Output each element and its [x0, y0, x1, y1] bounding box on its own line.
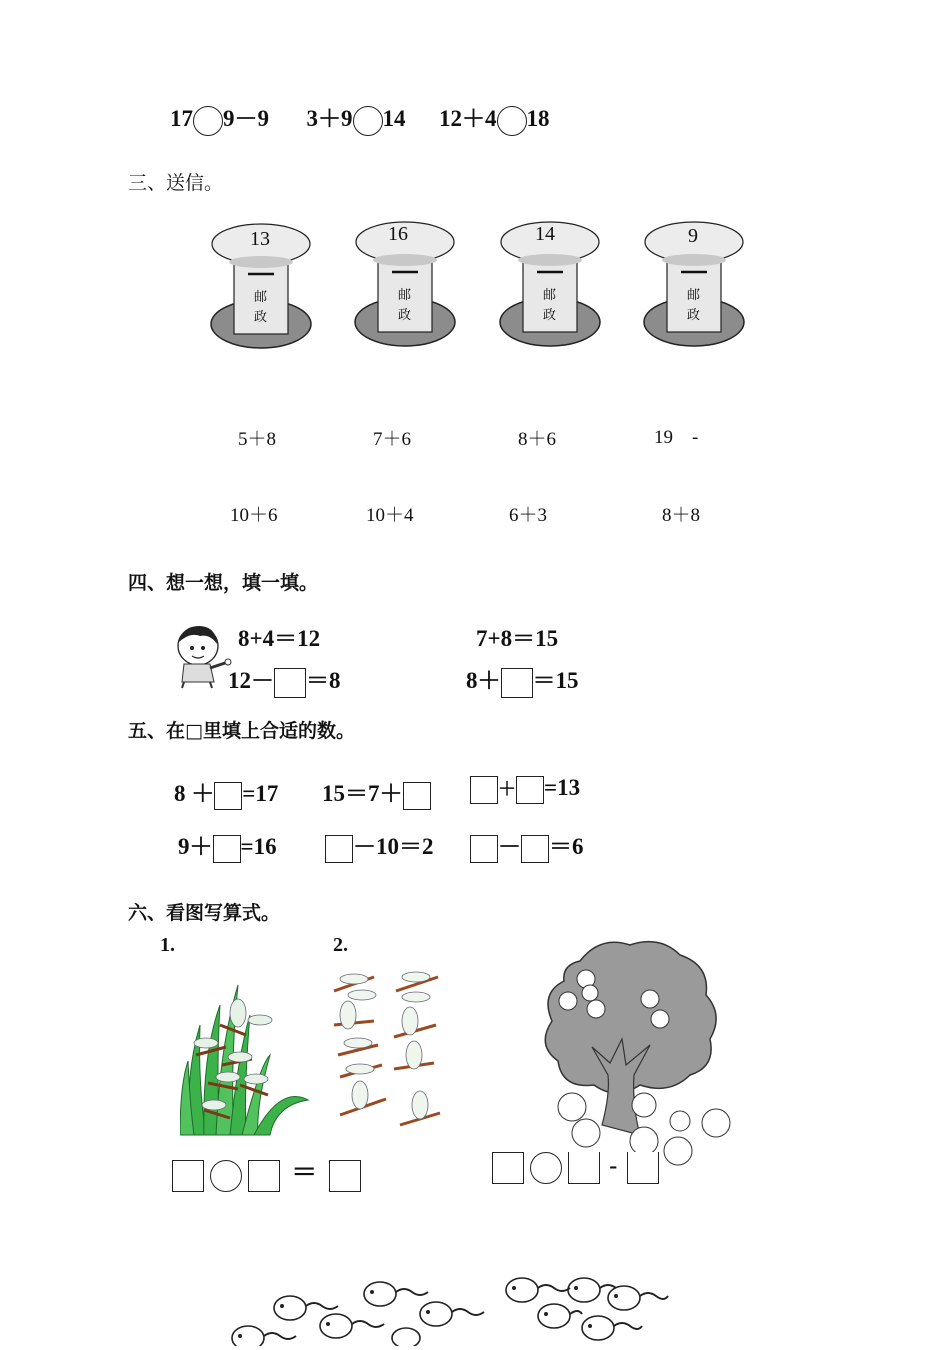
answer-box[interactable] — [516, 776, 544, 804]
answer-box[interactable] — [470, 776, 498, 804]
grass-icon — [180, 965, 310, 1137]
answer-box[interactable] — [501, 668, 533, 698]
mailbox-1 — [210, 222, 312, 350]
mailbox-number: 9 — [688, 225, 698, 247]
s5-text: － — [498, 834, 521, 859]
operator-circle[interactable] — [210, 1160, 242, 1192]
s5-r1c2 — [322, 775, 431, 810]
letter-8-plus-6[interactable]: 8＋6 — [518, 429, 557, 450]
compare-left-3: 12＋4 — [439, 106, 497, 131]
answer-box[interactable] — [403, 782, 431, 810]
dragonfly-icon — [330, 965, 448, 1137]
answer-box[interactable] — [627, 1152, 659, 1184]
letter-10-plus-6[interactable]: 10＋6 — [230, 505, 278, 526]
s5-text: ＋ — [498, 779, 516, 799]
s4-left-bottom-b: ＝8 — [306, 668, 341, 693]
compare-row — [170, 100, 550, 136]
operator-circle[interactable] — [530, 1152, 562, 1184]
mailbox-2 — [354, 220, 456, 348]
s5-r2c3 — [470, 828, 584, 863]
dragonfly-group-picture — [330, 965, 448, 1141]
mailbox-4 — [643, 220, 745, 348]
section5-title: 五、在□里填上合适的数。 — [128, 720, 355, 742]
s5-text: =13 — [544, 775, 581, 800]
compare-left-1: 17 — [170, 106, 193, 131]
s5-r2c2 — [325, 828, 434, 863]
answer-box[interactable] — [325, 835, 353, 863]
grass-dragonfly-picture — [180, 965, 310, 1141]
mailbox-char2: 政 — [254, 310, 268, 325]
letter-19-minus[interactable]: 19 - — [654, 427, 699, 448]
answer-box[interactable] — [568, 1152, 600, 1184]
minus-sign: - — [609, 1153, 618, 1180]
compare-circle-2[interactable] — [353, 106, 383, 136]
equals-sign: ＝ — [291, 1158, 318, 1187]
s5-text: =16 — [240, 834, 277, 859]
answer-box[interactable] — [274, 668, 306, 698]
s6-eq2 — [492, 1152, 659, 1184]
letter-6-plus-3[interactable]: 6＋3 — [509, 505, 548, 526]
s5-text: 9＋ — [178, 834, 213, 859]
compare-circle-3[interactable] — [497, 106, 527, 136]
tadpoles-right — [504, 1272, 674, 1350]
letter-7-plus-6[interactable]: 7＋6 — [373, 429, 412, 450]
label-2: 2. — [333, 934, 348, 956]
label-1: 1. — [160, 934, 175, 956]
compare-right-2: 14 — [382, 106, 406, 131]
tree-icon — [540, 935, 736, 1167]
compare-right-1: 9－9 — [223, 106, 269, 131]
answer-box[interactable] — [214, 782, 242, 810]
letter-5-plus-8[interactable]: 5＋8 — [238, 429, 277, 450]
mailbox-3 — [499, 220, 601, 348]
answer-box[interactable] — [329, 1160, 361, 1192]
s4-right-bottom — [466, 662, 579, 698]
mailbox-number: 13 — [250, 228, 270, 250]
s5-r1c1 — [174, 775, 278, 810]
boy-icon — [170, 622, 232, 690]
answer-box[interactable] — [492, 1152, 524, 1184]
s5-text: 15＝7＋ — [322, 781, 403, 806]
s5-text: =17 — [242, 781, 279, 806]
answer-box[interactable] — [172, 1160, 204, 1192]
section4-title: 四、想一想，填一填。 — [128, 572, 319, 594]
answer-box[interactable] — [213, 835, 241, 863]
mailbox-char2: 政 — [398, 308, 412, 323]
compare-right-3: 18 — [526, 106, 550, 131]
section6-title: 六、看图写算式。 — [128, 902, 281, 924]
s5-text: 8 ＋ — [174, 781, 215, 806]
s4-right-top: 7+8＝15 — [476, 626, 559, 651]
mailbox-char2: 政 — [687, 308, 701, 323]
section3-title: 三、送信。 — [128, 172, 224, 194]
mailbox-char1: 邮 — [687, 288, 701, 303]
compare-left-2: 3＋9 — [306, 106, 353, 131]
s5-r1c3 — [470, 775, 580, 804]
mailbox-char2: 政 — [543, 308, 557, 323]
s5-text: －10＝2 — [353, 834, 434, 859]
apple-tree-picture — [540, 935, 736, 1171]
mailbox-number: 16 — [388, 223, 408, 245]
answer-box[interactable] — [470, 835, 498, 863]
s4-left-bottom-a: 12－ — [228, 668, 274, 693]
s4-right-bottom-a: 8＋ — [466, 668, 501, 693]
s5-r2c1 — [178, 828, 277, 863]
answer-box[interactable] — [521, 835, 549, 863]
letter-10-plus-4[interactable]: 10＋4 — [366, 505, 414, 526]
boy-figure — [170, 622, 232, 694]
mailbox-char1: 邮 — [254, 290, 268, 305]
s5-text: ＝6 — [549, 834, 584, 859]
s4-left-top: 8+4＝12 — [238, 626, 321, 651]
s4-right-bottom-b: ＝15 — [532, 668, 579, 693]
letter-8-plus-8[interactable]: 8＋8 — [662, 505, 701, 526]
tadpole-icon — [230, 1280, 490, 1346]
tadpole-icon — [504, 1272, 674, 1346]
tadpoles-left — [230, 1280, 490, 1350]
mailbox-char1: 邮 — [398, 288, 412, 303]
mailbox-char1: 邮 — [543, 288, 557, 303]
mailbox-number: 14 — [535, 223, 555, 245]
s6-eq1 — [172, 1152, 361, 1192]
answer-box[interactable] — [248, 1160, 280, 1192]
s4-left-bottom — [228, 662, 341, 698]
compare-circle-1[interactable] — [193, 106, 223, 136]
